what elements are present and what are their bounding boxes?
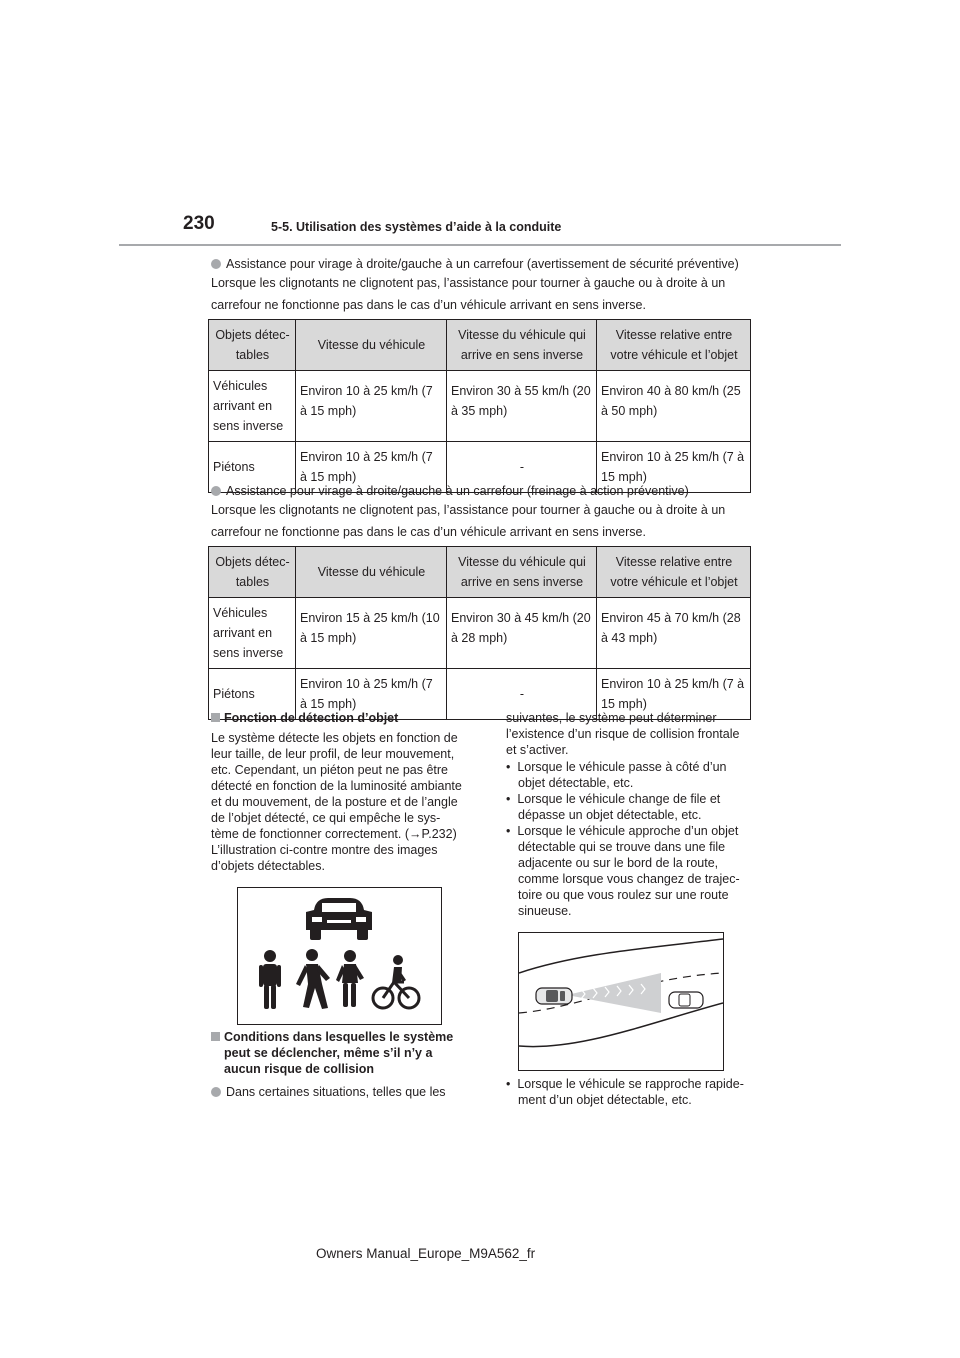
header-cell: Vitesse du véhicule qui arrive en sens inverse bbox=[447, 547, 597, 598]
conditions-line: aucun risque de collision bbox=[224, 1062, 375, 1076]
text-span: Lorsque le véhicule change de file et bbox=[517, 792, 721, 806]
bullet-icon bbox=[211, 486, 221, 496]
text-line: suivantes, le système peut déterminer bbox=[506, 711, 717, 725]
text-span: Lorsque le véhicule approche d’un objet bbox=[517, 824, 739, 838]
block2-line2: carrefour ne fonctionne pas dans le cas d’un véhicule arrivant en sens inverse. bbox=[211, 525, 646, 539]
table-cell: - bbox=[447, 669, 597, 720]
block1-heading-text: Assistance pour virage à droite/gauche à un carrefour (avertissement de sécurité préventive) bbox=[226, 257, 739, 271]
list-item bbox=[506, 823, 756, 919]
table-warning bbox=[208, 319, 751, 493]
text-line: Le système détecte les objets en fonction de bbox=[211, 731, 458, 745]
detectable-objects-illustration bbox=[238, 888, 441, 1024]
text-line: détectable qui se trouve dans une file bbox=[518, 840, 726, 854]
block2-paragraph bbox=[211, 499, 771, 543]
text-line: leur taille, de leur profil, de leur mouvement, bbox=[211, 747, 455, 761]
table-braking bbox=[208, 546, 751, 720]
table-cell: Environ 30 à 55 km/h (20 à 35 mph) bbox=[447, 371, 597, 442]
walking-pedestrian-icon bbox=[296, 949, 330, 1009]
curved-road-figure bbox=[518, 932, 724, 1071]
square-bullet-icon bbox=[211, 713, 220, 722]
text-line: objet détectable, etc. bbox=[518, 776, 634, 790]
header-cell: Objets détec-tables bbox=[209, 547, 296, 598]
text-span: Lorsque le véhicule passe à côté d’un bbox=[517, 760, 727, 774]
bullet-icon bbox=[211, 1087, 221, 1097]
conditions-title bbox=[211, 1029, 481, 1045]
text-line: de l’objet détecté, ce qui empêche le sys- bbox=[211, 811, 441, 825]
child-pedestrian-icon bbox=[336, 950, 364, 1007]
own-vehicle-icon bbox=[536, 988, 572, 1004]
detection-text bbox=[211, 730, 481, 874]
text-line: L’illustration ci-contre montre des images bbox=[211, 843, 438, 857]
road-edge-bottom bbox=[519, 1003, 723, 1047]
standing-pedestrian-icon bbox=[259, 950, 281, 1009]
text-line: sinueuse. bbox=[518, 904, 572, 918]
conditions-section bbox=[211, 1029, 481, 1077]
detected-vehicle-icon bbox=[669, 992, 703, 1008]
right-column bbox=[506, 710, 756, 919]
text-line: et s’activer. bbox=[506, 743, 569, 757]
block1-line1: Lorsque les clignotants ne clignotent pas, l’assistance pour tourner à gauche ou à droite à un bbox=[211, 276, 726, 290]
header-cell: Vitesse du véhicule qui arrive en sens inverse bbox=[447, 320, 597, 371]
text-line: toire ou que vous roulez sur une route bbox=[518, 888, 729, 902]
text-line: l’existence d’un risque de collision frontale bbox=[506, 727, 740, 741]
text-line: dépasse un objet détectable, etc. bbox=[518, 808, 702, 822]
text-line: etc. Cependant, un piéton peut ne pas être bbox=[211, 763, 448, 777]
text-line: adjacente ou sur le bord de la route, bbox=[518, 856, 719, 870]
table-cell: Environ 10 à 25 km/h (7 à 15 mph) bbox=[597, 669, 751, 720]
road-edge-top bbox=[519, 939, 723, 973]
list-item bbox=[506, 759, 756, 791]
table-cell: Environ 40 à 80 km/h (25 à 50 mph) bbox=[597, 371, 751, 442]
block2-heading bbox=[211, 484, 689, 498]
table-row bbox=[209, 371, 751, 442]
curved-road-illustration bbox=[519, 933, 723, 1070]
header-cell: Vitesse du véhicule bbox=[296, 547, 447, 598]
text-line: • Lorsque le véhicule se rapproche rapide- bbox=[506, 1077, 744, 1091]
text-line: • Lorsque le véhicule change de file et bbox=[506, 792, 721, 806]
table-cell: Environ 10 à 25 km/h (7 à 15 mph) bbox=[296, 442, 447, 493]
conditions-line: peut se déclencher, même s’il n’y a bbox=[224, 1046, 433, 1060]
table-row bbox=[209, 598, 751, 669]
table-cell: Piétons bbox=[209, 669, 296, 720]
text-line: et du mouvement, de la posture et de l’angle bbox=[211, 795, 458, 809]
table-cell: Piétons bbox=[209, 442, 296, 493]
table-header-row bbox=[209, 320, 751, 371]
detectable-objects-figure bbox=[237, 887, 442, 1025]
table-cell: Environ 10 à 25 km/h (7 à 15 mph) bbox=[296, 371, 447, 442]
table-cell: Environ 30 à 45 km/h (20 à 28 mph) bbox=[447, 598, 597, 669]
header-rule bbox=[119, 244, 841, 246]
text-line: tème de fonctionner correctement. (→P.232) bbox=[211, 827, 457, 841]
table-cell: Environ 10 à 25 km/h (7 à 15 mph) bbox=[597, 442, 751, 493]
table-cell: Environ 10 à 25 km/h (7 à 15 mph) bbox=[296, 669, 447, 720]
block1-line2: carrefour ne fonctionne pas dans le cas d’un véhicule arrivant en sens inverse. bbox=[211, 298, 646, 312]
text-line: d’objets détectables. bbox=[211, 859, 325, 873]
car-front-icon bbox=[306, 898, 372, 940]
detection-title-text: Fonction de détection d’objet bbox=[224, 711, 399, 725]
table-cell: Véhicules arrivant en sens inverse bbox=[209, 598, 296, 669]
table-cell: Véhicules arrivant en sens inverse bbox=[209, 371, 296, 442]
detection-title bbox=[211, 710, 481, 726]
text-line: • Lorsque le véhicule passe à côté d’un bbox=[506, 760, 727, 774]
header-cell: Vitesse relative entre votre véhicule et l’objet bbox=[597, 320, 751, 371]
square-bullet-icon bbox=[211, 1032, 220, 1041]
block2-heading-text: Assistance pour virage à droite/gauche à un carrefour (freinage à action préventive) bbox=[226, 484, 689, 498]
header-cell: Vitesse du véhicule bbox=[296, 320, 447, 371]
cyclist-icon bbox=[373, 982, 419, 1008]
table-cell: Environ 45 à 70 km/h (28 à 43 mph) bbox=[597, 598, 751, 669]
text-line: détecté en fonction de la luminosité ambiante bbox=[211, 779, 462, 793]
bullet-icon bbox=[211, 259, 221, 269]
block1-heading bbox=[211, 257, 739, 271]
block1-paragraph bbox=[211, 272, 771, 316]
conditions-line: Conditions dans lesquelles le système bbox=[224, 1030, 454, 1044]
footer-text: Owners Manual_Europe_M9A562_fr bbox=[316, 1246, 536, 1261]
text-line: • Lorsque le véhicule approche d’un objet bbox=[506, 824, 739, 838]
table-header-row bbox=[209, 547, 751, 598]
section-title: 5-5. Utilisation des systèmes d’aide à la conduite bbox=[271, 220, 562, 234]
situations-text: Dans certaines situations, telles que les bbox=[226, 1085, 446, 1099]
page-number: 230 bbox=[183, 213, 215, 234]
header-cell: Objets détec-tables bbox=[209, 320, 296, 371]
text-line: ment d’un objet détectable, etc. bbox=[518, 1093, 692, 1107]
header-cell: Vitesse relative entre votre véhicule et l’objet bbox=[597, 547, 751, 598]
table-cell: - bbox=[447, 442, 597, 493]
situations-line bbox=[211, 1084, 481, 1100]
text-span: Lorsque le véhicule se rapproche rapide- bbox=[517, 1077, 744, 1091]
detection-section bbox=[211, 710, 481, 874]
detection-zone bbox=[567, 973, 661, 1013]
last-list-item bbox=[506, 1076, 756, 1108]
list-item bbox=[506, 791, 756, 823]
table-cell: Environ 15 à 25 km/h (10 à 15 mph) bbox=[296, 598, 447, 669]
cyclist-rider-icon bbox=[392, 955, 406, 983]
text-line: comme lorsque vous changez de trajec- bbox=[518, 872, 740, 886]
block2-line1: Lorsque les clignotants ne clignotent pas, l’assistance pour tourner à gauche ou à droite à un bbox=[211, 503, 726, 517]
